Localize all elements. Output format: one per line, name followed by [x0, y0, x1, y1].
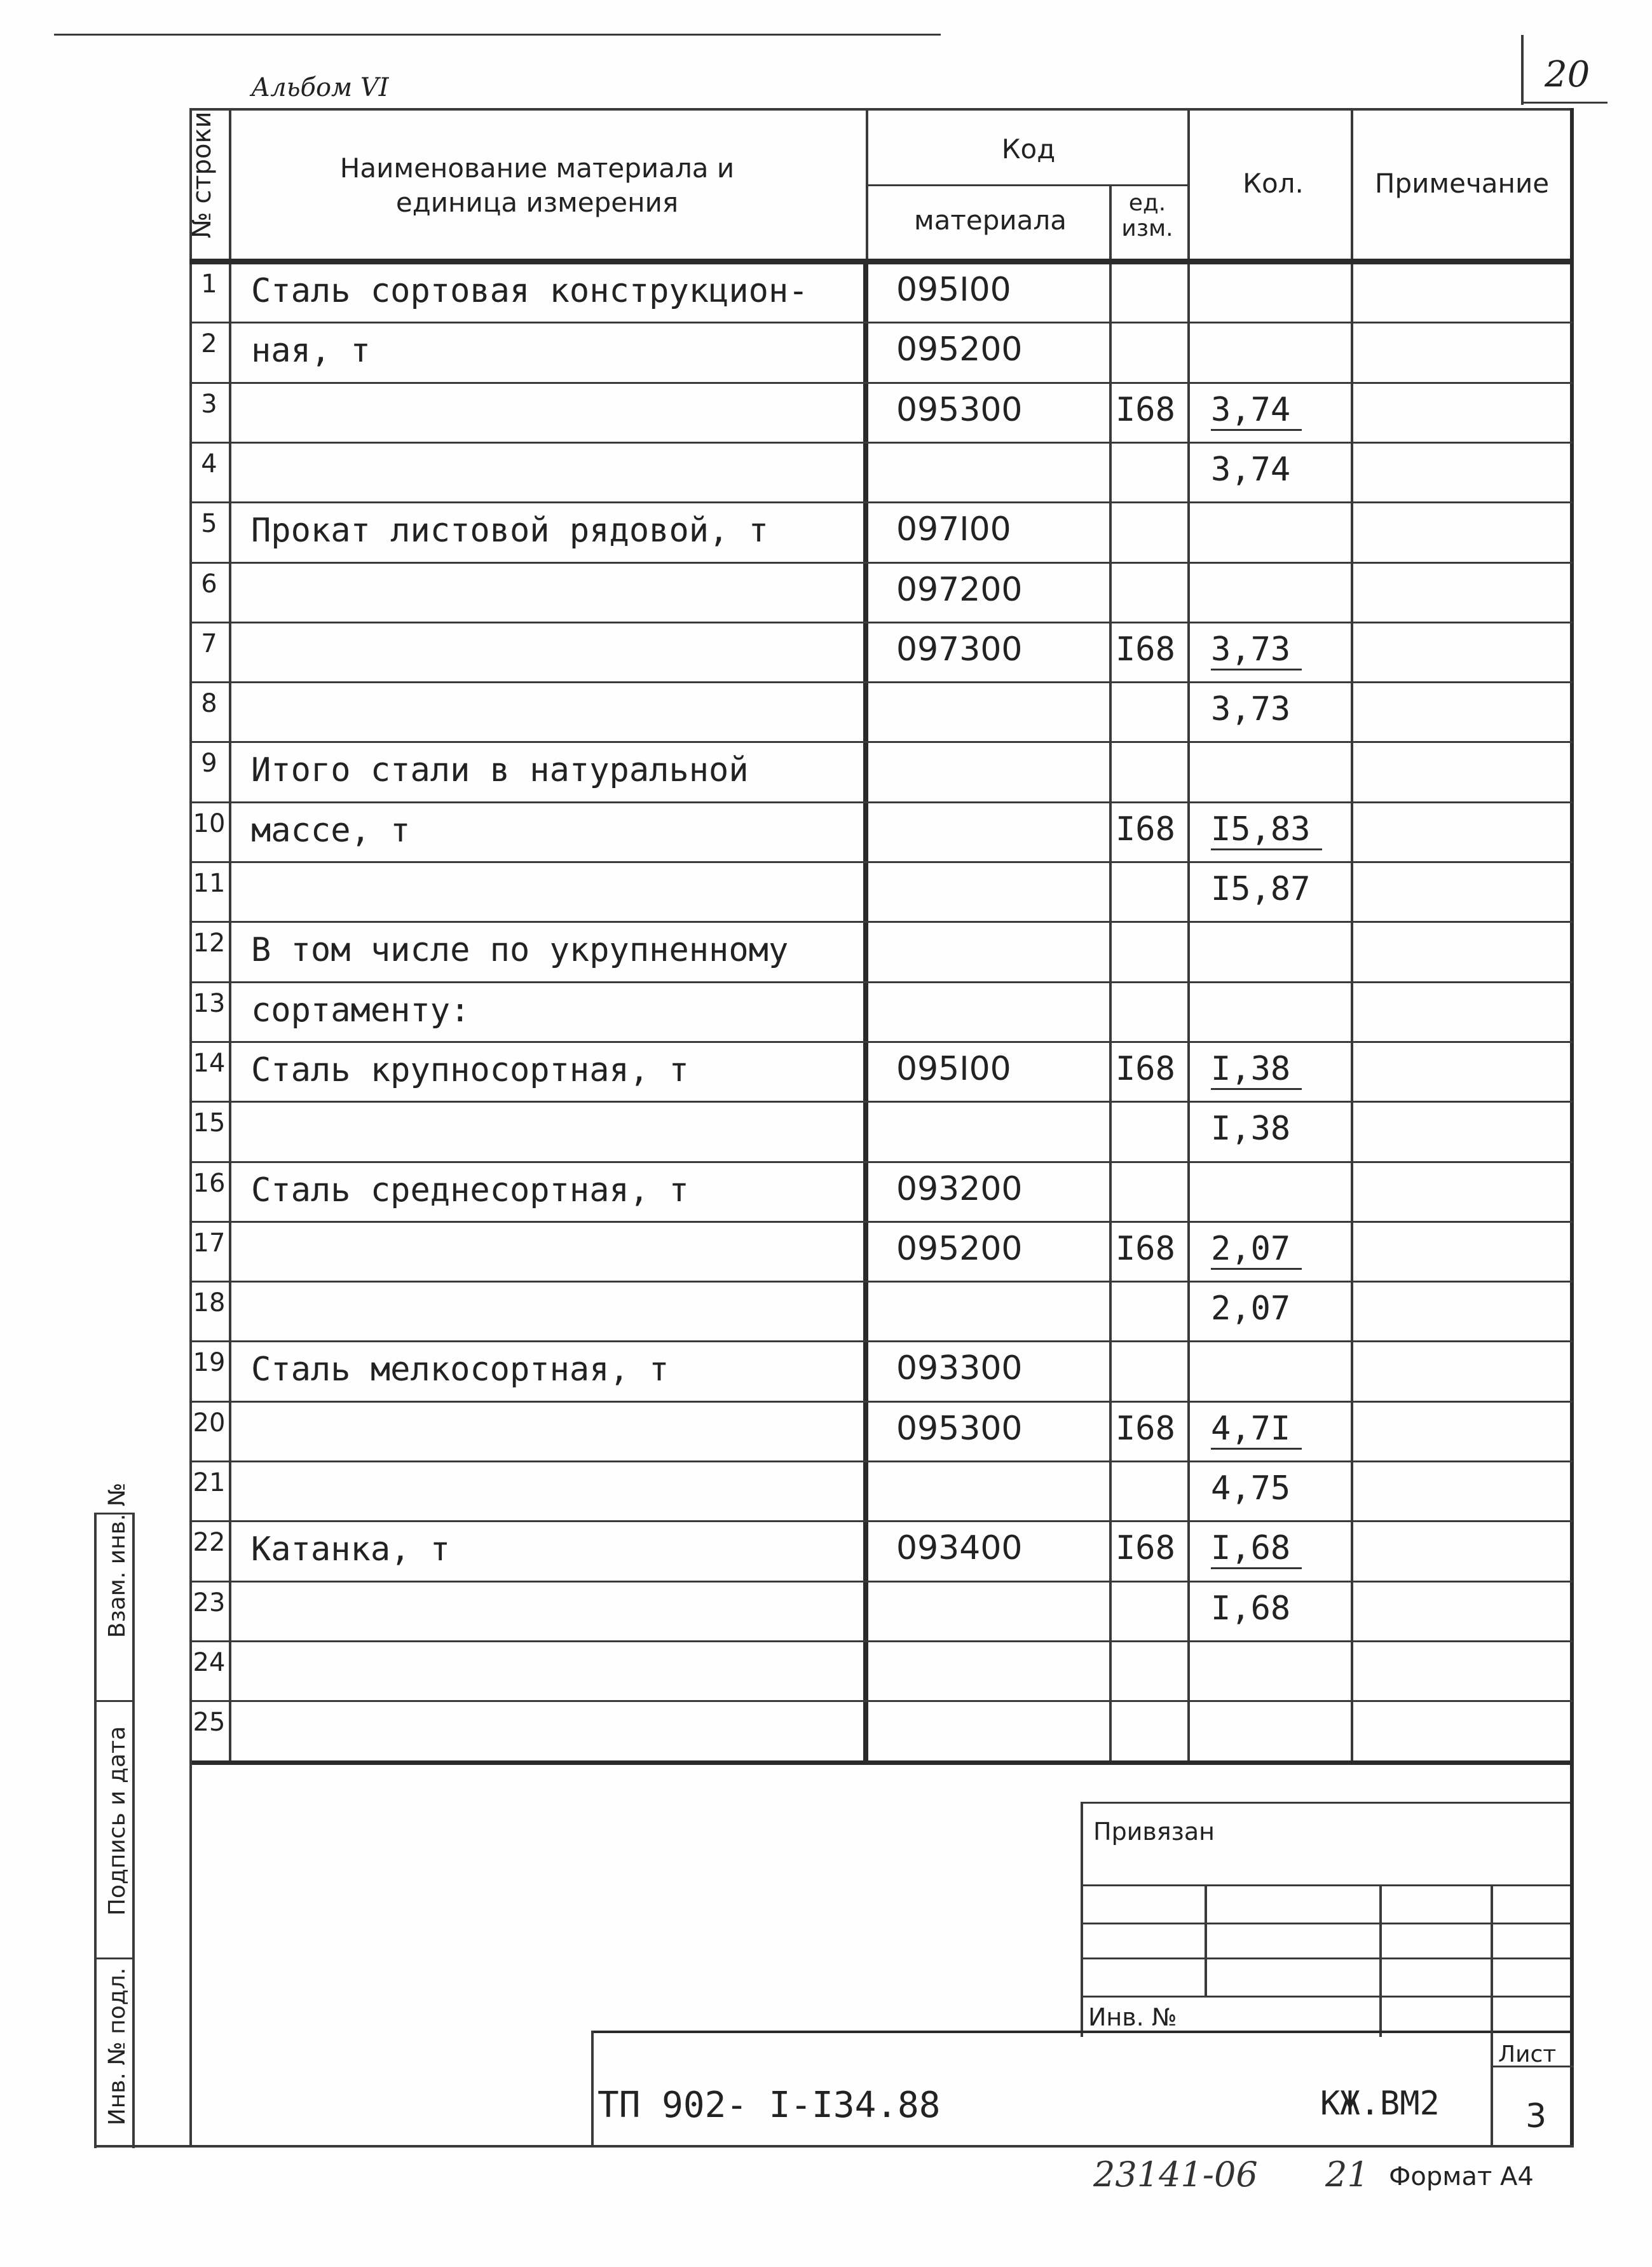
inv-no-label: Инв. № [1088, 2003, 1177, 2031]
row-code: 097I00 [896, 510, 1011, 549]
header-top-rule [189, 108, 1573, 111]
row-rule [189, 1101, 1573, 1103]
row-rule [189, 622, 1573, 623]
code-subheader-rule [866, 184, 1187, 186]
row-rule [189, 741, 1573, 743]
row-number: 24 [193, 1647, 226, 1677]
handwritten-number: 23141-06 [1093, 2155, 1258, 2195]
row-number: 17 [193, 1228, 226, 1258]
code-block-left-rule [863, 262, 868, 1760]
doc-mark: КЖ.ВМ2 [1320, 2085, 1440, 2123]
row-code: 095200 [896, 1229, 1023, 1268]
row-number: 10 [193, 808, 226, 838]
row-name: сортаменту: [251, 991, 470, 1030]
row-unit: I68 [1116, 390, 1175, 429]
row-rule [189, 1760, 1573, 1765]
sheet-number: 3 [1526, 2097, 1547, 2135]
format-label: Формат А4 [1389, 2162, 1534, 2191]
row-code: 095200 [896, 330, 1023, 369]
code-divider [1187, 108, 1190, 1760]
row-number: 9 [201, 749, 217, 779]
row-rule [189, 1221, 1573, 1223]
row-unit: I68 [1116, 1409, 1175, 1448]
stamp-podpis: Подпись и дата [104, 1726, 130, 1916]
row-rule [189, 1581, 1573, 1583]
row-unit: I68 [1116, 1529, 1175, 1568]
doc-code: ТП 902- I-I34.88 [597, 2085, 941, 2126]
row-number: 20 [193, 1408, 226, 1438]
row-qty: I,38 [1211, 1050, 1302, 1090]
row-rule [189, 1401, 1573, 1403]
row-qty: 3,73 [1211, 690, 1291, 729]
row-name: Сталь сортовая конструкцион- [251, 272, 809, 310]
right-border [1570, 108, 1574, 1763]
header-code: Код [1001, 133, 1056, 165]
row-rule [189, 1041, 1573, 1043]
row-qty: I5,87 [1211, 870, 1311, 908]
row-number: 23 [193, 1588, 226, 1617]
privyazan-top [1081, 1802, 1570, 1804]
row-rule [189, 1161, 1573, 1163]
row-number: 13 [193, 988, 226, 1018]
row-code: 095I00 [896, 1049, 1011, 1088]
frame-right-lower [1570, 1760, 1574, 2146]
row-number: 7 [201, 629, 217, 658]
row-number: 21 [193, 1468, 226, 1497]
row-rule [189, 1340, 1573, 1342]
row-number: 2 [201, 329, 217, 359]
row-name: Прокат листовой рядовой, т [251, 512, 768, 550]
privyazan-col [1491, 1884, 1493, 2037]
page-bottom-rule [94, 2145, 1574, 2148]
row-number: 19 [193, 1348, 226, 1378]
row-unit: I68 [1116, 810, 1175, 848]
unit-divider [1109, 184, 1112, 1760]
row-number: 1 [201, 269, 217, 299]
row-qty: 3,74 [1211, 391, 1302, 431]
row-number: 8 [201, 689, 217, 719]
header-qty: Кол. [1243, 168, 1304, 199]
row-rule [189, 1281, 1573, 1283]
row-rule [189, 681, 1573, 683]
album-label: Альбом VI [251, 73, 389, 102]
row-code: 097200 [896, 570, 1023, 609]
page-number: 20 [1545, 54, 1590, 95]
privyazan-rule [1081, 1884, 1570, 1886]
row-name: массе, т [251, 811, 411, 850]
row-code: 095300 [896, 390, 1023, 429]
row-code: 093200 [896, 1169, 1023, 1208]
row-name: Катанка, т [251, 1530, 451, 1569]
row-rule [189, 981, 1573, 983]
title-left-rule [591, 2031, 594, 2145]
stamp-vzam: Взам. инв. № [104, 1482, 130, 1638]
row-rule [189, 501, 1573, 503]
privyazan-rule [1081, 1996, 1570, 1998]
row-number: 18 [193, 1288, 226, 1318]
privyazan-rule [1081, 1957, 1570, 1959]
title-sheet-divider [1491, 2031, 1493, 2145]
row-code: 097300 [896, 630, 1023, 669]
row-qty: 4,7I [1211, 1410, 1302, 1450]
row-rule [189, 562, 1573, 564]
privyazan-left [1081, 1802, 1083, 2037]
privyazan-label: Привязан [1093, 1818, 1215, 1846]
row-name: Сталь среднесортная, т [251, 1171, 689, 1209]
row-rule [189, 1640, 1573, 1642]
row-qty: 4,75 [1211, 1469, 1291, 1508]
row-unit: I68 [1116, 1049, 1175, 1088]
row-rule [189, 861, 1573, 863]
row-number: 22 [193, 1528, 226, 1558]
row-rule [189, 801, 1573, 803]
row-rule [189, 322, 1573, 323]
row-number: 11 [193, 869, 226, 898]
row-qty: 2,07 [1211, 1230, 1302, 1270]
row-number: 4 [201, 449, 217, 479]
row-rule [189, 442, 1573, 444]
row-name: Сталь крупносортная, т [251, 1051, 689, 1089]
row-qty: I,68 [1211, 1529, 1302, 1569]
row-number: 14 [193, 1048, 226, 1078]
row-name: ная, т [251, 332, 371, 371]
row-number: 5 [201, 509, 217, 539]
row-rule [189, 1460, 1573, 1462]
row-qty: 3,73 [1211, 630, 1302, 671]
row-code: 095300 [896, 1409, 1023, 1448]
stamp-inv-podl: Инв. № подл. [104, 1967, 130, 2126]
title-top-rule [591, 2031, 1574, 2033]
row-code: 093300 [896, 1349, 1023, 1388]
row-qty: 3,74 [1211, 450, 1291, 489]
header-bottom-rule [189, 259, 1574, 264]
row-name: Итого стали в натуральной [251, 751, 749, 790]
row-name: В том числе по укрупненному [251, 931, 789, 970]
privyazan-col [1379, 1884, 1382, 2037]
row-qty: I5,83 [1211, 810, 1322, 850]
row-number: 16 [193, 1168, 226, 1198]
row-unit: I68 [1116, 630, 1175, 669]
handwritten-page: 21 [1325, 2155, 1369, 2195]
row-unit: I68 [1116, 1229, 1175, 1268]
frame-left-lower [189, 1760, 192, 2146]
row-number: 6 [201, 569, 217, 599]
row-code: 095I00 [896, 271, 1011, 309]
header-code-material: материала [913, 205, 1067, 236]
row-rule [189, 1520, 1573, 1522]
row-rule [189, 382, 1573, 384]
row-code: 093400 [896, 1529, 1023, 1568]
header-row-number: № строки [188, 111, 217, 238]
qty-divider [1351, 108, 1353, 1760]
stamp-left-border [94, 1513, 97, 2148]
row-qty: I,38 [1211, 1110, 1291, 1148]
row-rule [189, 921, 1573, 923]
row-rule [189, 1700, 1573, 1702]
privyazan-rule [1081, 1923, 1570, 1924]
row-number: 3 [201, 389, 217, 419]
row-qty: 2,07 [1211, 1290, 1291, 1328]
row-name: Сталь мелкосортная, т [251, 1351, 669, 1389]
stamp-rule [94, 1700, 135, 1702]
row-number: 25 [193, 1708, 226, 1738]
header-note: Примечание [1374, 168, 1550, 199]
privyazan-col [1205, 1884, 1207, 1996]
row-number: 15 [193, 1108, 226, 1138]
sheet-label: Лист [1498, 2041, 1557, 2067]
rownum-divider [229, 108, 231, 1760]
header-code-unit: ед. изм. [1121, 190, 1173, 242]
header-name: Наименование материала и единица измерения [339, 153, 735, 218]
stamp-rule [94, 1957, 135, 1959]
row-number: 12 [193, 929, 226, 958]
row-qty: I,68 [1211, 1589, 1291, 1628]
